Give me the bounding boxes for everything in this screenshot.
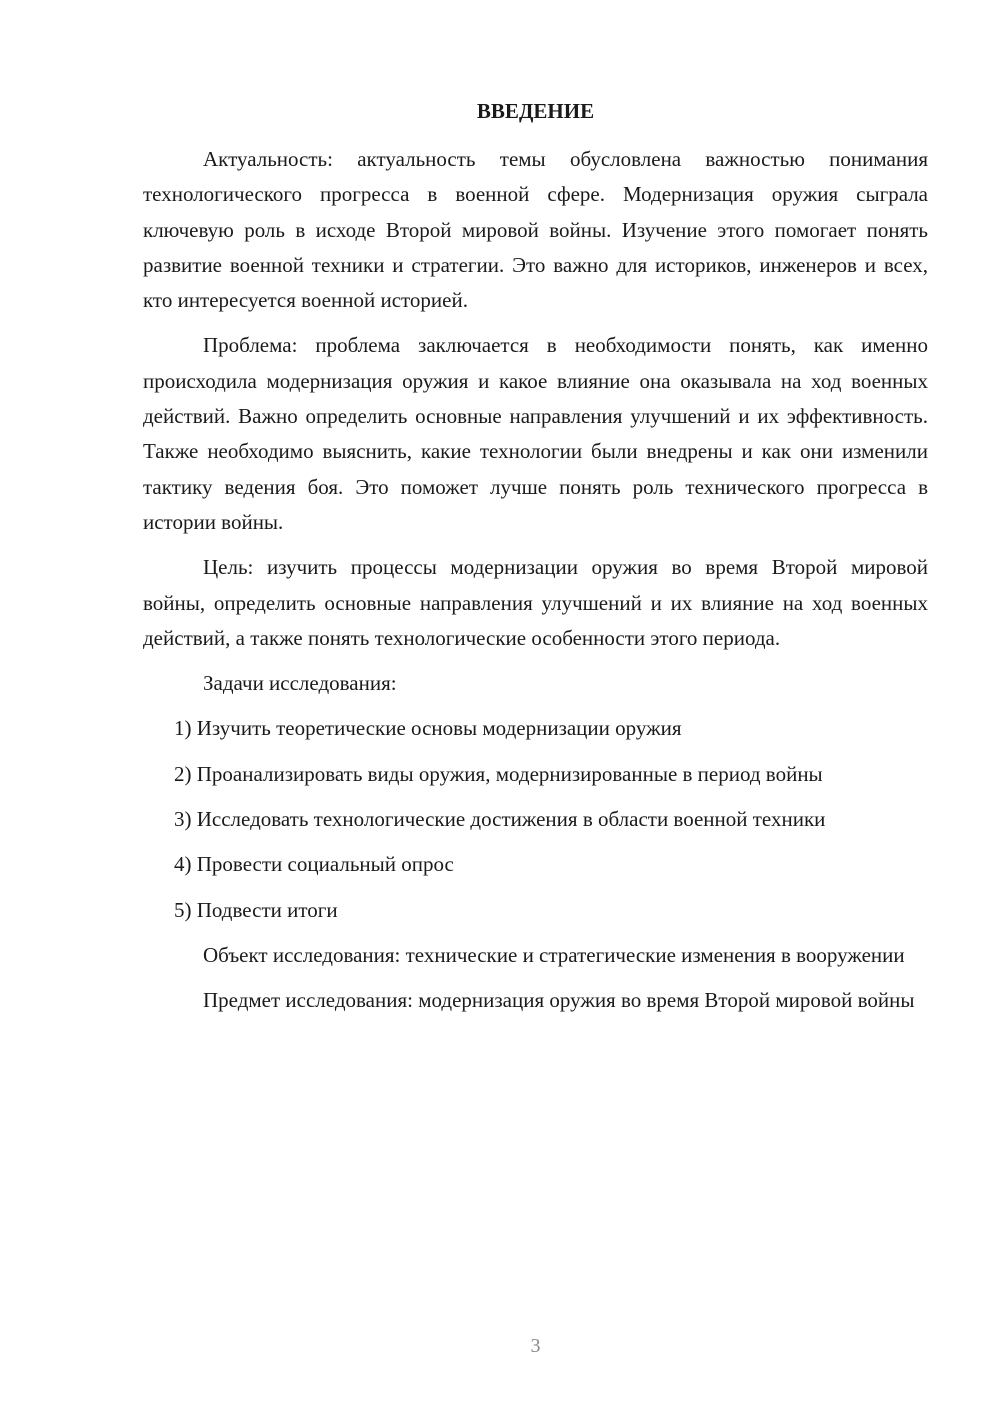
document-body	[143, 142, 928, 1029]
goal-paragraph: Цель: изучить процессы модернизации оружия во время Второй мировой войны, определить основные направления улучшений и их влияние на ход военных действий, а также понять технологические особенности этого периода.	[143, 555, 928, 650]
research-object-paragraph: Объект исследования: технические и стратегические изменения в вооружении	[203, 942, 905, 967]
page-number: 3	[530, 1335, 541, 1357]
task-item-2: 2) Проанализировать виды оружия, модернизированные в период войны	[174, 761, 823, 786]
section-title: ВВЕДЕНИЕ	[476, 99, 595, 123]
task-item-1: 1) Изучить теоретические основы модернизации оружия	[174, 716, 682, 741]
document-page	[143, 0, 928, 1414]
tasks-heading: Задачи исследования:	[203, 671, 397, 696]
problem-paragraph: Проблема: проблема заключается в необходимости понять, как именно происходила модернизация оружия и какое влияние она оказывала на ход военных действий. Важно определить основные направления улучшений и их эффективность. Также необходимо выяснить, какие технологии были внедрены и как они изменили тактику ведения боя. Это поможет лучше понять роль технического прогресса в истории войны.	[143, 333, 928, 534]
relevance-paragraph: Актуальность: актуальность темы обусловлена важностью понимания технологического прогресса в военной сфере. Модернизация оружия сыграла ключевую роль в исходе Второй мировой войны. Изучение этого помогает понять развитие военной техники и стратегии. Это важно для историков, инженеров и всех, кто интересуется военной историей.	[143, 147, 928, 313]
task-item-4: 4) Провести социальный опрос	[174, 852, 454, 877]
task-item-3: 3) Исследовать технологические достижения в области военной техники	[174, 807, 826, 832]
research-subject-paragraph: Предмет исследования: модернизация оружия во время Второй мировой войны	[203, 988, 915, 1013]
task-item-5: 5) Подвести итоги	[174, 897, 338, 922]
